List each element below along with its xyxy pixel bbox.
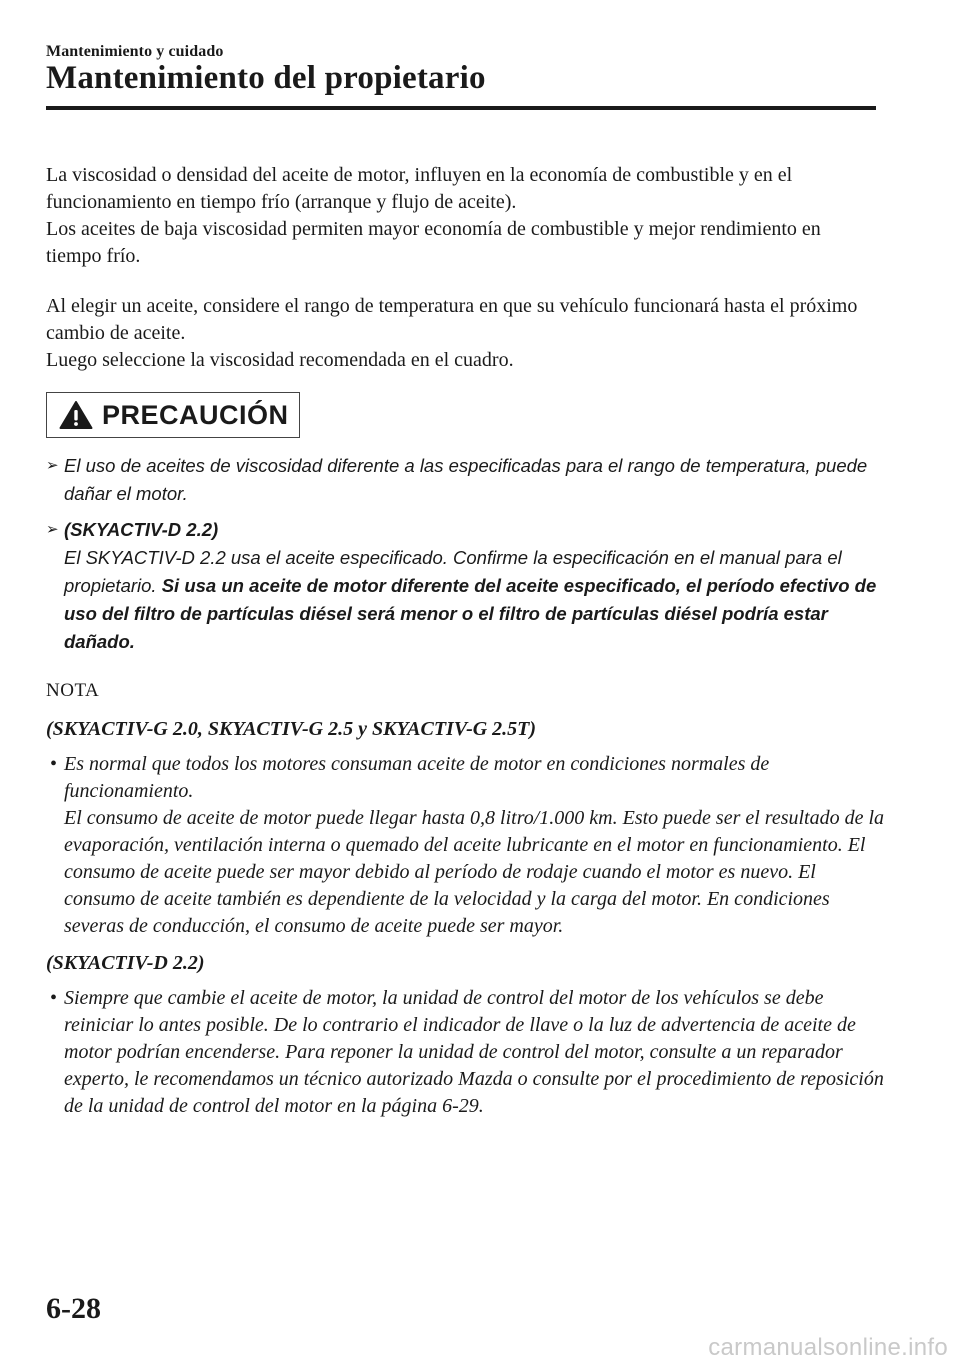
note-paragraph: El consumo de aceite de motor puede llegar hasta 0,8 litro/1.000 km. Esto puede ser el resultado de la evaporación, ventilación interna o quemado del aceite lubricante en el motor en funcionamiento. El consumo de aceite puede ser mayor debido al período de rodaje cuando el motor es nuevo. El consumo de aceite también es dependiente de la velocidad y la carga del motor. En condiciones severas de conducción, el consumo de aceite puede ser mayor. (64, 807, 885, 937)
note-item (46, 985, 886, 1120)
caution-item (46, 516, 886, 656)
dot-bullet-icon: • (50, 753, 58, 775)
section-label: Mantenimiento y cuidado (46, 43, 224, 60)
page-title: Mantenimiento del propietario (46, 60, 486, 96)
page-number: 6-28 (46, 1292, 101, 1325)
note-section (46, 677, 886, 1130)
note-paragraph: Siempre que cambie el aceite de motor, la unidad de control del motor de los vehículos se debe reiniciar lo antes posible. De lo contrario el indicador de llave o la luz de advertencia de aceite de motor podrían encenderse. Para reponer la unidad de control del motor, consulte a un reparador experto, le recomendamos un técnico autorizado Mazda o consulte por el procedimiento de reposición de la unidad de control del motor en la página 6-29. (64, 987, 884, 1117)
intro-text (46, 162, 876, 374)
warning-triangle-icon (59, 400, 93, 430)
caution-item-emphasis: Si usa un aceite de motor diferente del aceite especificado, el período efectivo de uso del filtro de partículas diésel será menor o el filtro de partículas diésel podría estar dañado. (64, 575, 877, 652)
caution-list (46, 452, 886, 664)
watermark-text: carmanualsonline.info (708, 1334, 948, 1361)
note-group-title: (SKYACTIV-D 2.2) (46, 952, 205, 974)
arrow-bullet-icon: ➢ (46, 457, 59, 474)
intro-paragraph: Luego seleccione la viscosidad recomendada en el cuadro. (46, 349, 514, 371)
intro-paragraph: La viscosidad o densidad del aceite de motor, influyen en la economía de combustible y en el funcionamiento en tiempo frío (arranque y flujo de aceite). (46, 164, 793, 213)
caution-title: PRECAUCIÓN (102, 399, 289, 430)
intro-paragraph: Al elegir un aceite, considere el rango de temperatura en que su vehículo funcionará hasta el próximo cambio de aceite. (46, 295, 858, 344)
intro-paragraph: Los aceites de baja viscosidad permiten mayor economía de combustible y mejor rendimiento en tiempo frío. (46, 218, 821, 267)
title-divider (46, 106, 876, 110)
caution-item-text: El uso de aceites de viscosidad diferente a las especificadas para el rango de temperatura, puede dañar el motor. (64, 455, 868, 504)
note-item (46, 751, 886, 940)
arrow-bullet-icon: ➢ (46, 521, 59, 538)
note-paragraph: Es normal que todos los motores consuman aceite de motor en condiciones normales de funcionamiento. (64, 753, 770, 802)
note-group-title: (SKYACTIV-G 2.0, SKYACTIV-G 2.5 y SKYACTIV-G 2.5T) (46, 718, 537, 740)
caution-item (46, 452, 886, 508)
note-label: NOTA (46, 680, 100, 701)
caution-item-heading: (SKYACTIV-D 2.2) (64, 519, 219, 540)
caution-header (46, 392, 300, 438)
caution-item-text: El SKYACTIV-D 2.2 usa el aceite especificado. Confirme la especificación en el manual para el propietario. (64, 547, 842, 596)
dot-bullet-icon: • (50, 987, 58, 1009)
